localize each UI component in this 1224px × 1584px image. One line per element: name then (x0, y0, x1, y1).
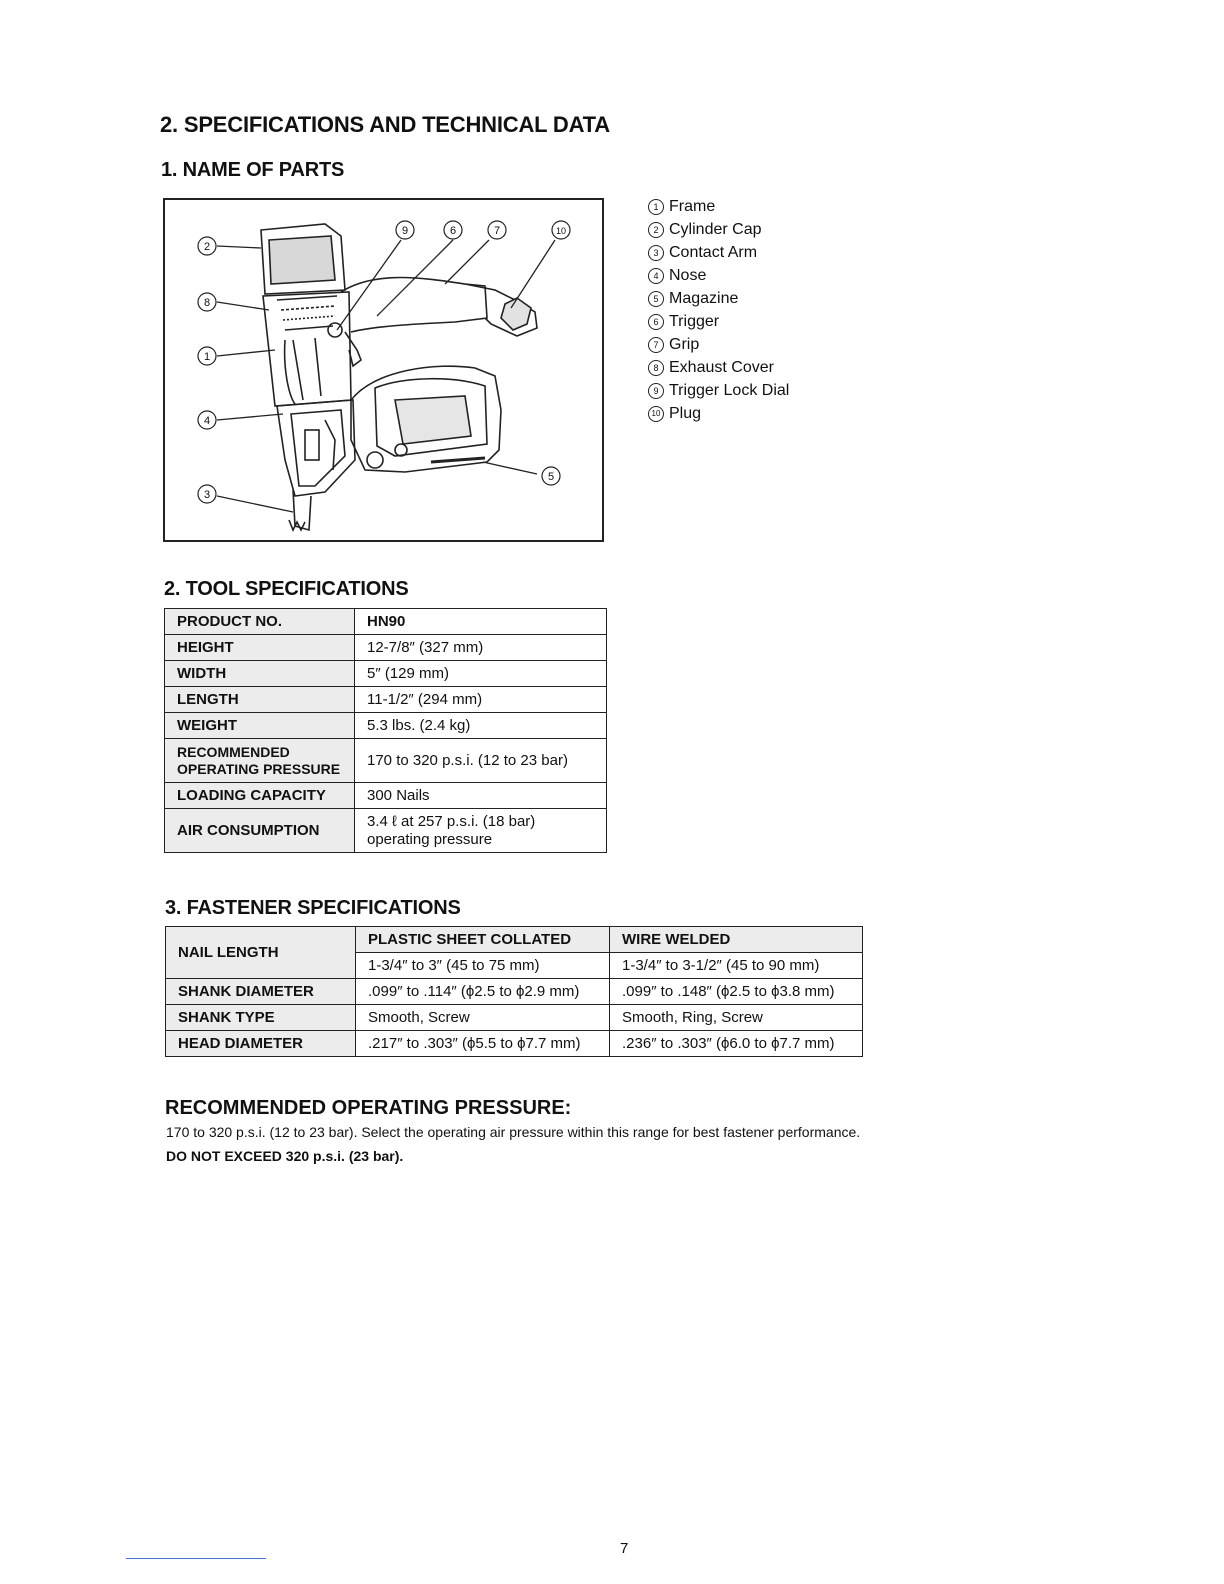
part-number: 3 (648, 245, 664, 261)
section-title: 2. SPECIFICATIONS AND TECHNICAL DATA (160, 112, 610, 137)
part-name: Plug (669, 405, 702, 422)
callout-1: 1 (203, 351, 211, 363)
spec-label: WIDTH (165, 661, 355, 687)
spec-value: 300 Nails (355, 783, 607, 809)
part-name: Magazine (669, 290, 739, 307)
table-row (166, 1031, 863, 1057)
callout-9: 9 (401, 225, 409, 237)
wire-value: 1-3/4″ to 3-1/2″ (45 to 90 mm) (610, 953, 863, 979)
part-name: Grip (669, 336, 700, 353)
recommended-warning: DO NOT EXCEED 320 p.s.i. (23 bar). (166, 1148, 404, 1164)
part-name: Frame (669, 198, 716, 215)
wire-value: .236″ to .303″ (ϕ6.0 to ϕ7.7 mm) (610, 1031, 863, 1057)
plastic-value: Smooth, Screw (356, 1005, 610, 1031)
part-name: Trigger Lock Dial (669, 382, 790, 399)
part-item (648, 356, 789, 379)
table-row (165, 783, 607, 809)
part-item (648, 264, 789, 287)
callout-4: 4 (203, 415, 211, 427)
part-item (648, 402, 789, 425)
page-number: 7 (620, 1540, 629, 1557)
table-row (165, 609, 607, 635)
fastener-label: SHANK DIAMETER (166, 979, 356, 1005)
tool-specs-heading: 2. TOOL SPECIFICATIONS (164, 578, 409, 600)
table-row (165, 687, 607, 713)
part-number: 1 (648, 199, 664, 215)
part-number: 2 (648, 222, 664, 238)
part-name: Trigger (669, 313, 720, 330)
callout-3: 3 (203, 489, 211, 501)
tool-specs-table (164, 608, 607, 853)
part-item (648, 310, 789, 333)
fastener-label: SHANK TYPE (166, 1005, 356, 1031)
spec-value: 12-7/8″ (327 mm) (355, 635, 607, 661)
spec-value: 3.4 ℓ at 257 p.s.i. (18 bar) operating pressure (355, 809, 607, 853)
callout-10: 10 (555, 226, 567, 236)
plastic-value: .099″ to .114″ (ϕ2.5 to ϕ2.9 mm) (356, 979, 610, 1005)
part-number: 9 (648, 383, 664, 399)
footer-divider (126, 1558, 266, 1559)
plastic-value: 1-3/4″ to 3″ (45 to 75 mm) (356, 953, 610, 979)
callout-2: 2 (203, 241, 211, 253)
table-row (166, 927, 863, 953)
recommended-heading: RECOMMENDED OPERATING PRESSURE: (165, 1097, 572, 1119)
spec-label: AIR CONSUMPTION (165, 809, 355, 853)
spec-label: LOADING CAPACITY (165, 783, 355, 809)
part-item (648, 287, 789, 310)
part-number: 5 (648, 291, 664, 307)
callout-8: 8 (203, 297, 211, 309)
part-name: Nose (669, 267, 707, 284)
col-header-plastic: PLASTIC SHEET COLLATED (356, 927, 610, 953)
part-number: 8 (648, 360, 664, 376)
part-item (648, 195, 789, 218)
table-row (165, 661, 607, 687)
table-row (165, 739, 607, 783)
part-name: Exhaust Cover (669, 359, 774, 376)
name-of-parts-heading: 1. NAME OF PARTS (161, 159, 345, 181)
spec-label: PRODUCT NO. (165, 609, 355, 635)
plastic-value: .217″ to .303″ (ϕ5.5 to ϕ7.7 mm) (356, 1031, 610, 1057)
part-item (648, 218, 789, 241)
col-header-wire: WIRE WELDED (610, 927, 863, 953)
spec-label: HEIGHT (165, 635, 355, 661)
part-number: 7 (648, 337, 664, 353)
spec-label: RECOMMENDED OPERATING PRESSURE (165, 739, 355, 783)
nailer-figure (163, 198, 604, 542)
part-number: 10 (648, 406, 664, 422)
table-row (166, 1005, 863, 1031)
part-number: 6 (648, 314, 664, 330)
table-row (165, 809, 607, 853)
part-name: Contact Arm (669, 244, 758, 261)
callout-6: 6 (449, 225, 457, 237)
part-item (648, 333, 789, 356)
fastener-specs-table (165, 926, 863, 1057)
part-item (648, 241, 789, 264)
fastener-label: NAIL LENGTH (166, 927, 356, 979)
wire-value: .099″ to .148″ (ϕ2.5 to ϕ3.8 mm) (610, 979, 863, 1005)
part-name: Cylinder Cap (669, 221, 762, 238)
parts-list (648, 195, 789, 425)
wire-value: Smooth, Ring, Screw (610, 1005, 863, 1031)
spec-value: 170 to 320 p.s.i. (12 to 23 bar) (355, 739, 607, 783)
table-row (166, 979, 863, 1005)
fastener-label: HEAD DIAMETER (166, 1031, 356, 1057)
part-number: 4 (648, 268, 664, 284)
spec-label: LENGTH (165, 687, 355, 713)
spec-value: 5″ (129 mm) (355, 661, 607, 687)
spec-value: 11-1/2″ (294 mm) (355, 687, 607, 713)
recommended-text: 170 to 320 p.s.i. (12 to 23 bar). Select the operating air pressure within this range for best fastener performance. (166, 1124, 861, 1140)
spec-label: WEIGHT (165, 713, 355, 739)
table-row (165, 635, 607, 661)
table-row (165, 713, 607, 739)
part-item (648, 379, 789, 402)
fastener-specs-heading: 3. FASTENER SPECIFICATIONS (165, 897, 461, 919)
callout-5: 5 (547, 471, 555, 483)
nailer-illustration (165, 200, 602, 540)
spec-value: HN90 (355, 609, 607, 635)
callout-7: 7 (493, 225, 501, 237)
spec-value: 5.3 lbs. (2.4 kg) (355, 713, 607, 739)
